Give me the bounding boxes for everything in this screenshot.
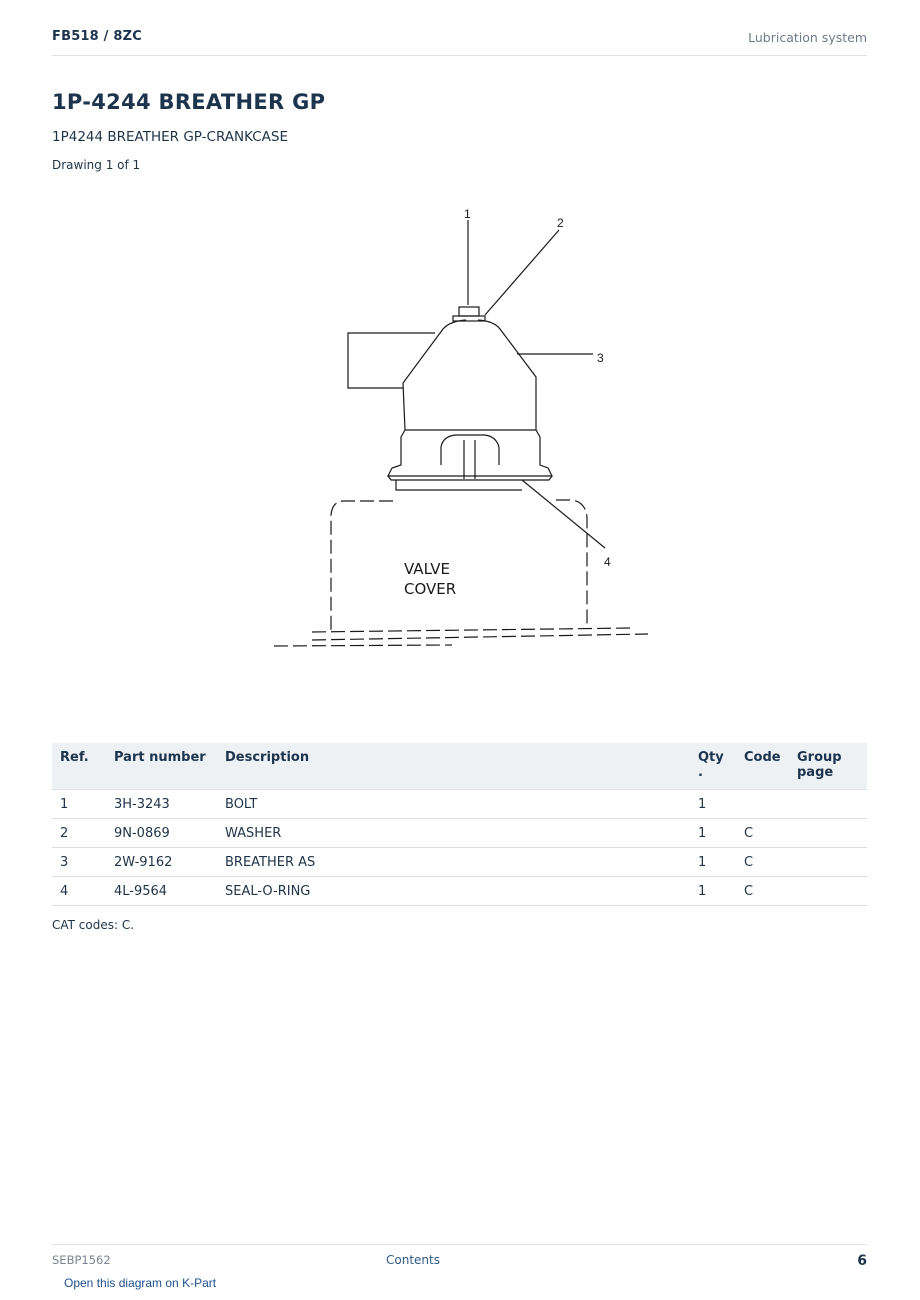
breather-diagram xyxy=(260,200,660,700)
row-ref: 4 xyxy=(52,877,106,906)
model-code: FB518 / 8ZC xyxy=(52,29,142,44)
col-group-header xyxy=(789,743,867,790)
page-header xyxy=(52,28,867,56)
section-name: Lubrication system xyxy=(748,30,867,45)
row-code: C xyxy=(736,848,789,877)
row-code: C xyxy=(736,819,789,848)
page-subtitle: 1P4244 BREATHER GP-CRANKCASE xyxy=(52,129,288,145)
table-row xyxy=(52,848,867,877)
callout-3: 3 xyxy=(597,351,604,365)
cat-codes-note: CAT codes: C. xyxy=(52,918,135,932)
table-header-row xyxy=(52,743,867,790)
col-part-header: Part number xyxy=(106,743,217,790)
callout-1: 1 xyxy=(464,207,471,221)
row-part-number: 2W-9162 xyxy=(106,848,217,877)
row-qty: 1 xyxy=(690,848,736,877)
drawing-count: Drawing 1 of 1 xyxy=(52,158,141,172)
contents-link[interactable]: Contents xyxy=(386,1253,440,1267)
page-number: 6 xyxy=(857,1253,867,1269)
row-part-number: 4L-9564 xyxy=(106,877,217,906)
table-row xyxy=(52,819,867,848)
row-part-number: 3H-3243 xyxy=(106,790,217,819)
table-row xyxy=(52,790,867,819)
row-description: WASHER xyxy=(217,819,690,848)
qty-header-line1: Qty xyxy=(698,750,724,765)
group-header-line2: page xyxy=(797,765,834,780)
page-footer xyxy=(52,1244,867,1275)
row-group-page xyxy=(789,790,867,819)
row-qty: 1 xyxy=(690,790,736,819)
callout-4: 4 xyxy=(604,555,611,569)
row-group-page xyxy=(789,819,867,848)
row-group-page xyxy=(789,848,867,877)
row-part-number: 9N-0869 xyxy=(106,819,217,848)
cover-label: COVER xyxy=(404,580,457,598)
row-ref: 3 xyxy=(52,848,106,877)
table-row xyxy=(52,877,867,906)
row-code xyxy=(736,790,789,819)
row-description: BREATHER AS xyxy=(217,848,690,877)
row-ref: 2 xyxy=(52,819,106,848)
row-group-page xyxy=(789,877,867,906)
callout-2: 2 xyxy=(557,216,564,230)
diagram-drawing xyxy=(260,200,660,700)
col-qty-header xyxy=(690,743,736,790)
page-title: 1P-4244 BREATHER GP xyxy=(52,90,326,114)
row-code: C xyxy=(736,877,789,906)
valve-label: VALVE xyxy=(404,560,451,578)
col-desc-header: Description xyxy=(217,743,690,790)
qty-header-line2: . xyxy=(698,765,703,780)
col-ref-header: Ref. xyxy=(52,743,106,790)
row-qty: 1 xyxy=(690,819,736,848)
row-ref: 1 xyxy=(52,790,106,819)
row-qty: 1 xyxy=(690,877,736,906)
col-code-header: Code xyxy=(736,743,789,790)
group-header-line1: Group xyxy=(797,750,842,765)
document-id: SEBP1562 xyxy=(52,1253,111,1267)
open-kpart-link[interactable]: Open this diagram on K-Part xyxy=(64,1276,217,1290)
row-description: BOLT xyxy=(217,790,690,819)
row-description: SEAL-O-RING xyxy=(217,877,690,906)
parts-table xyxy=(52,743,867,906)
